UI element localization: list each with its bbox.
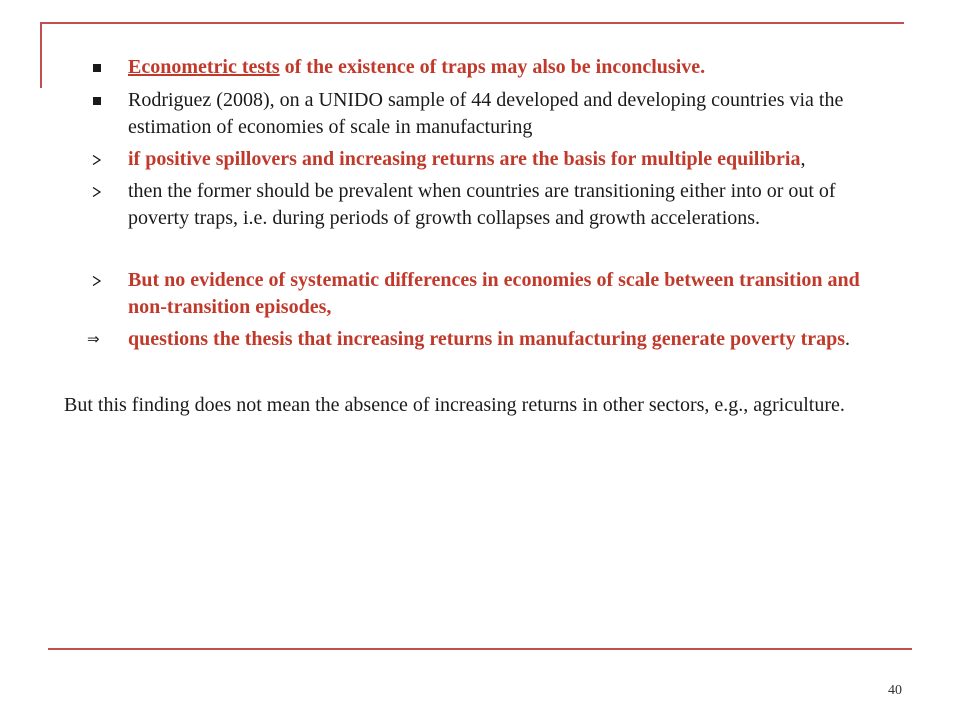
bottom-rule bbox=[48, 648, 912, 650]
left-rule bbox=[40, 22, 42, 88]
bullet-5-emphasis: But no evidence of systematic differences in economies of scale between transition and non-transition episodes, bbox=[128, 269, 860, 318]
econometric-tests-link-text: Econometric tests bbox=[128, 56, 280, 78]
bullet-rodriguez bbox=[92, 87, 882, 141]
bullet-econometric-tests bbox=[92, 54, 882, 81]
square-bullet-icon bbox=[92, 54, 116, 81]
bullet-transitioning bbox=[92, 178, 882, 232]
arrow-bullet-icon bbox=[92, 267, 116, 294]
bullet-3-emphasis: if positive spillovers and increasing returns are the basis for multiple equilibria bbox=[128, 148, 801, 170]
arrow-bullet-icon bbox=[92, 178, 116, 205]
page-number: 40 bbox=[888, 683, 902, 698]
arrow-bullet-icon bbox=[92, 146, 116, 173]
bullet-2-text: Rodriguez (2008), on a UNIDO sample of 44 developed and developing countries via the estimation of economies of scale in manufacturing bbox=[128, 89, 844, 138]
closing-paragraph: But this finding does not mean the absence of increasing returns in other sectors, e.g., agriculture. bbox=[64, 394, 845, 416]
bullet-6-emphasis: questions the thesis that increasing returns in manufacturing generate poverty traps bbox=[128, 328, 846, 350]
top-rule bbox=[40, 22, 904, 24]
bullet-4-text: then the former should be prevalent when countries are transitioning either into or out of poverty traps, i.e. during periods of growth collapses and growth accelerations. bbox=[128, 180, 836, 229]
bullet-positive-spillovers bbox=[92, 146, 882, 173]
bullet-6-tail: . bbox=[845, 328, 851, 350]
bullet-no-evidence bbox=[92, 267, 882, 321]
implies-arrow-icon: ⇒ bbox=[87, 330, 100, 348]
bullet-1-text: of the existence of traps may also be inconclusive. bbox=[279, 56, 706, 78]
bullet-3-tail: , bbox=[800, 148, 806, 170]
slide-body bbox=[64, 54, 882, 419]
square-bullet-icon bbox=[92, 87, 116, 114]
bullet-questions-thesis bbox=[87, 326, 882, 353]
